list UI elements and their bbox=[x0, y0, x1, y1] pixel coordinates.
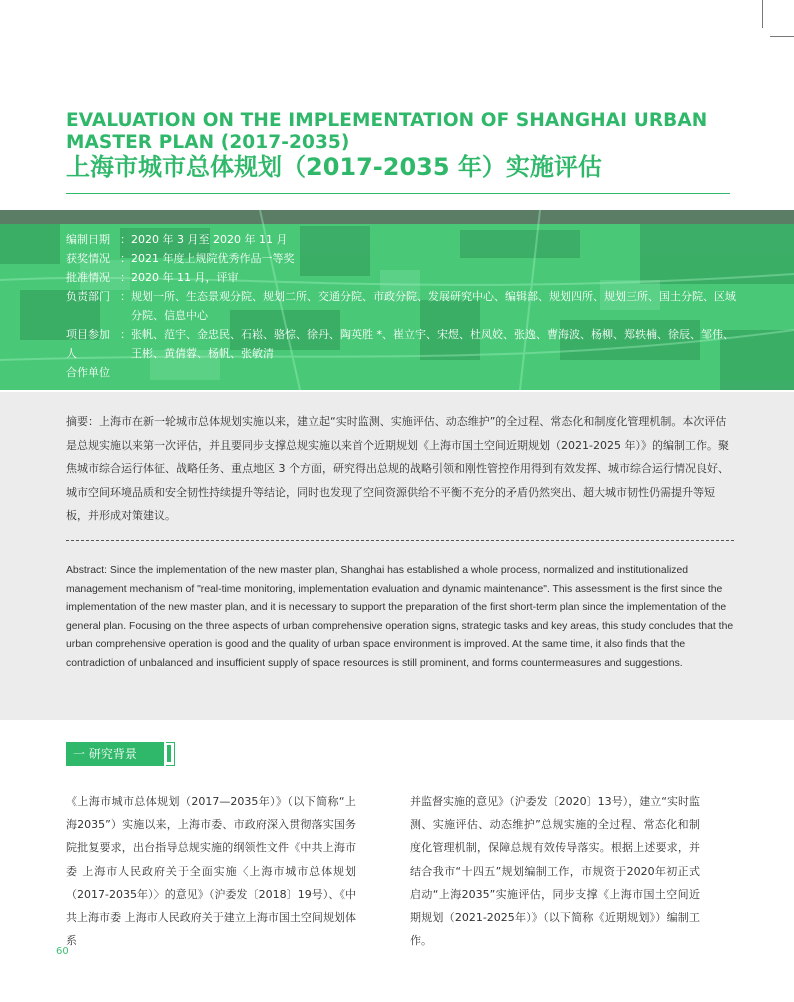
info-value bbox=[120, 363, 736, 382]
info-row-participants: 项目参加人 ： 张帆、范宇、金忠民、石崧、骆悰、徐丹、陶英胜 *、崔立宇、宋煜、杜凤姣、张逸、曹海波、杨柳、郑轶楠、徐辰、邹伟、王彬、黄倩蓉、杨帆、张敏清 bbox=[66, 325, 736, 363]
title-rule bbox=[66, 193, 730, 194]
body-column-right: 并监督实施的意见》（沪委发〔2020〕13号），建立“实时监测、实施评估、动态维护”总规实施的全过程、常态化和制度化管理机制，保障总规有效传导落实。根据上述要求，并结合我市“十四五”规划编制工作，市规资于2020年初正式启动“上海2035”实施评估，同步支撑《上海市国土空间近期规划（2021-2025年）》（以下简称《近期规划》）编制工作。 bbox=[410, 795, 700, 948]
info-label: 项目参加人 bbox=[66, 328, 110, 360]
info-row-award: 获奖情况 ： 2021 年度上规院优秀作品一等奖 bbox=[66, 249, 736, 268]
title-chinese: 上海市城市总体规划（2017-2035 年）实施评估 bbox=[66, 153, 602, 181]
title-english: EVALUATION ON THE IMPLEMENTATION OF SHANGHAI URBAN MASTER PLAN (2017-2035) bbox=[66, 110, 708, 153]
project-info-banner bbox=[0, 210, 794, 390]
crop-mark-right bbox=[770, 36, 794, 37]
info-value: 2020 年 3 月至 2020 年 11 月 bbox=[131, 233, 288, 246]
info-value: 2021 年度上规院优秀作品一等奖 bbox=[131, 252, 295, 265]
info-label: 编制日期 bbox=[66, 233, 110, 246]
section-heading-label: 一 研究背景 bbox=[66, 742, 164, 766]
info-label: 合作单位 bbox=[66, 366, 110, 379]
crop-mark-top bbox=[762, 0, 763, 28]
info-value: 规划一所、生态景观分院、规划二所、交通分院、市政分院、发展研究中心、编辑部、规划四所、规划三所、国土分院、区域分院、信息中心 bbox=[131, 290, 736, 322]
info-value: 2020 年 11 月，评审 bbox=[131, 271, 239, 284]
abstract-divider bbox=[66, 540, 734, 541]
info-label: 批准情况 bbox=[66, 271, 110, 284]
project-info-list bbox=[66, 230, 736, 382]
section-bar-icon bbox=[167, 745, 171, 762]
abstract-chinese: 摘要：上海市在新一轮城市总体规划实施以来，建立起“实时监测、实施评估、动态维护”的全过程、常态化和制度化管理机制。本次评估是总规实施以来第一次评估，并且要同步支撑总规实施以来首个近期规划《上海市国土空间近期规划（2021-2025 年）》的编制工作。聚焦城市综合运行体征、战略任务、重点地区 3 个方面，研究得出总规的战略引领和刚性管控作用得到有效发挥、城市综合运行情况良好、城市空间环境品质和安全韧性持续提升等结论，同时也发现了空间资源供给不平衡不充分的矛盾仍然突出、超大城市韧性仍需提升等短板，并形成对策建议。 bbox=[66, 415, 729, 522]
info-label: 获奖情况 bbox=[66, 252, 110, 265]
abstract-english: Abstract: Since the implementation of the new master plan, Shanghai has established a whole process, normalized and institutionalized management mechanism of "real-time monitoring, implementation evaluation and dynamic maintenance". This assessment is the first since the implementation of the new master plan, and it is necessary to support the preparation of the first short-term plan since the implementation of the general plan. Focusing on the three aspects of urban comprehensive operation signs, strategic tasks and key areas, this study concludes that the urban comprehensive operation is good and the quality of urban space environment is improved. At the same time, it also finds that the contradiction of unbalanced and insufficient supply of space resources is still prominent, and forms countermeasures and suggestions. bbox=[66, 565, 734, 669]
info-value: 张帆、范宇、金忠民、石崧、骆悰、徐丹、陶英胜 *、崔立宇、宋煜、杜凤姣、张逸、曹海波、杨柳、郑轶楠、徐辰、邹伟、王彬、黄倩蓉、杨帆、张敏清 bbox=[131, 328, 734, 360]
body-column-left: 《上海市城市总体规划（2017—2035年）》（以下简称“上海2035”）实施以来，上海市委、市政府深入贯彻落实国务院批复要求，出台指导总规实施的纲领性文件《中共上海市委 上海市人民政府关于全面实施〈上海市城市总体规划（2017-2035年）〉的意见》（沪委发〔2018〕19号）、《中共上海市委 上海市人民政府关于建立上海市国土空间规划体系 bbox=[66, 795, 356, 948]
info-row-approval: 批准情况 ： 2020 年 11 月，评审 bbox=[66, 268, 736, 287]
page-number: 60 bbox=[56, 946, 69, 957]
info-row-date: 编制日期 ： 2020 年 3 月至 2020 年 11 月 bbox=[66, 230, 736, 249]
info-label: 负责部门 bbox=[66, 290, 110, 303]
info-row-partner bbox=[66, 363, 736, 382]
info-row-department: 负责部门 ： 规划一所、生态景观分院、规划二所、交通分院、市政分院、发展研究中心、编辑部、规划四所、规划三所、国土分院、区域分院、信息中心 bbox=[66, 287, 736, 325]
